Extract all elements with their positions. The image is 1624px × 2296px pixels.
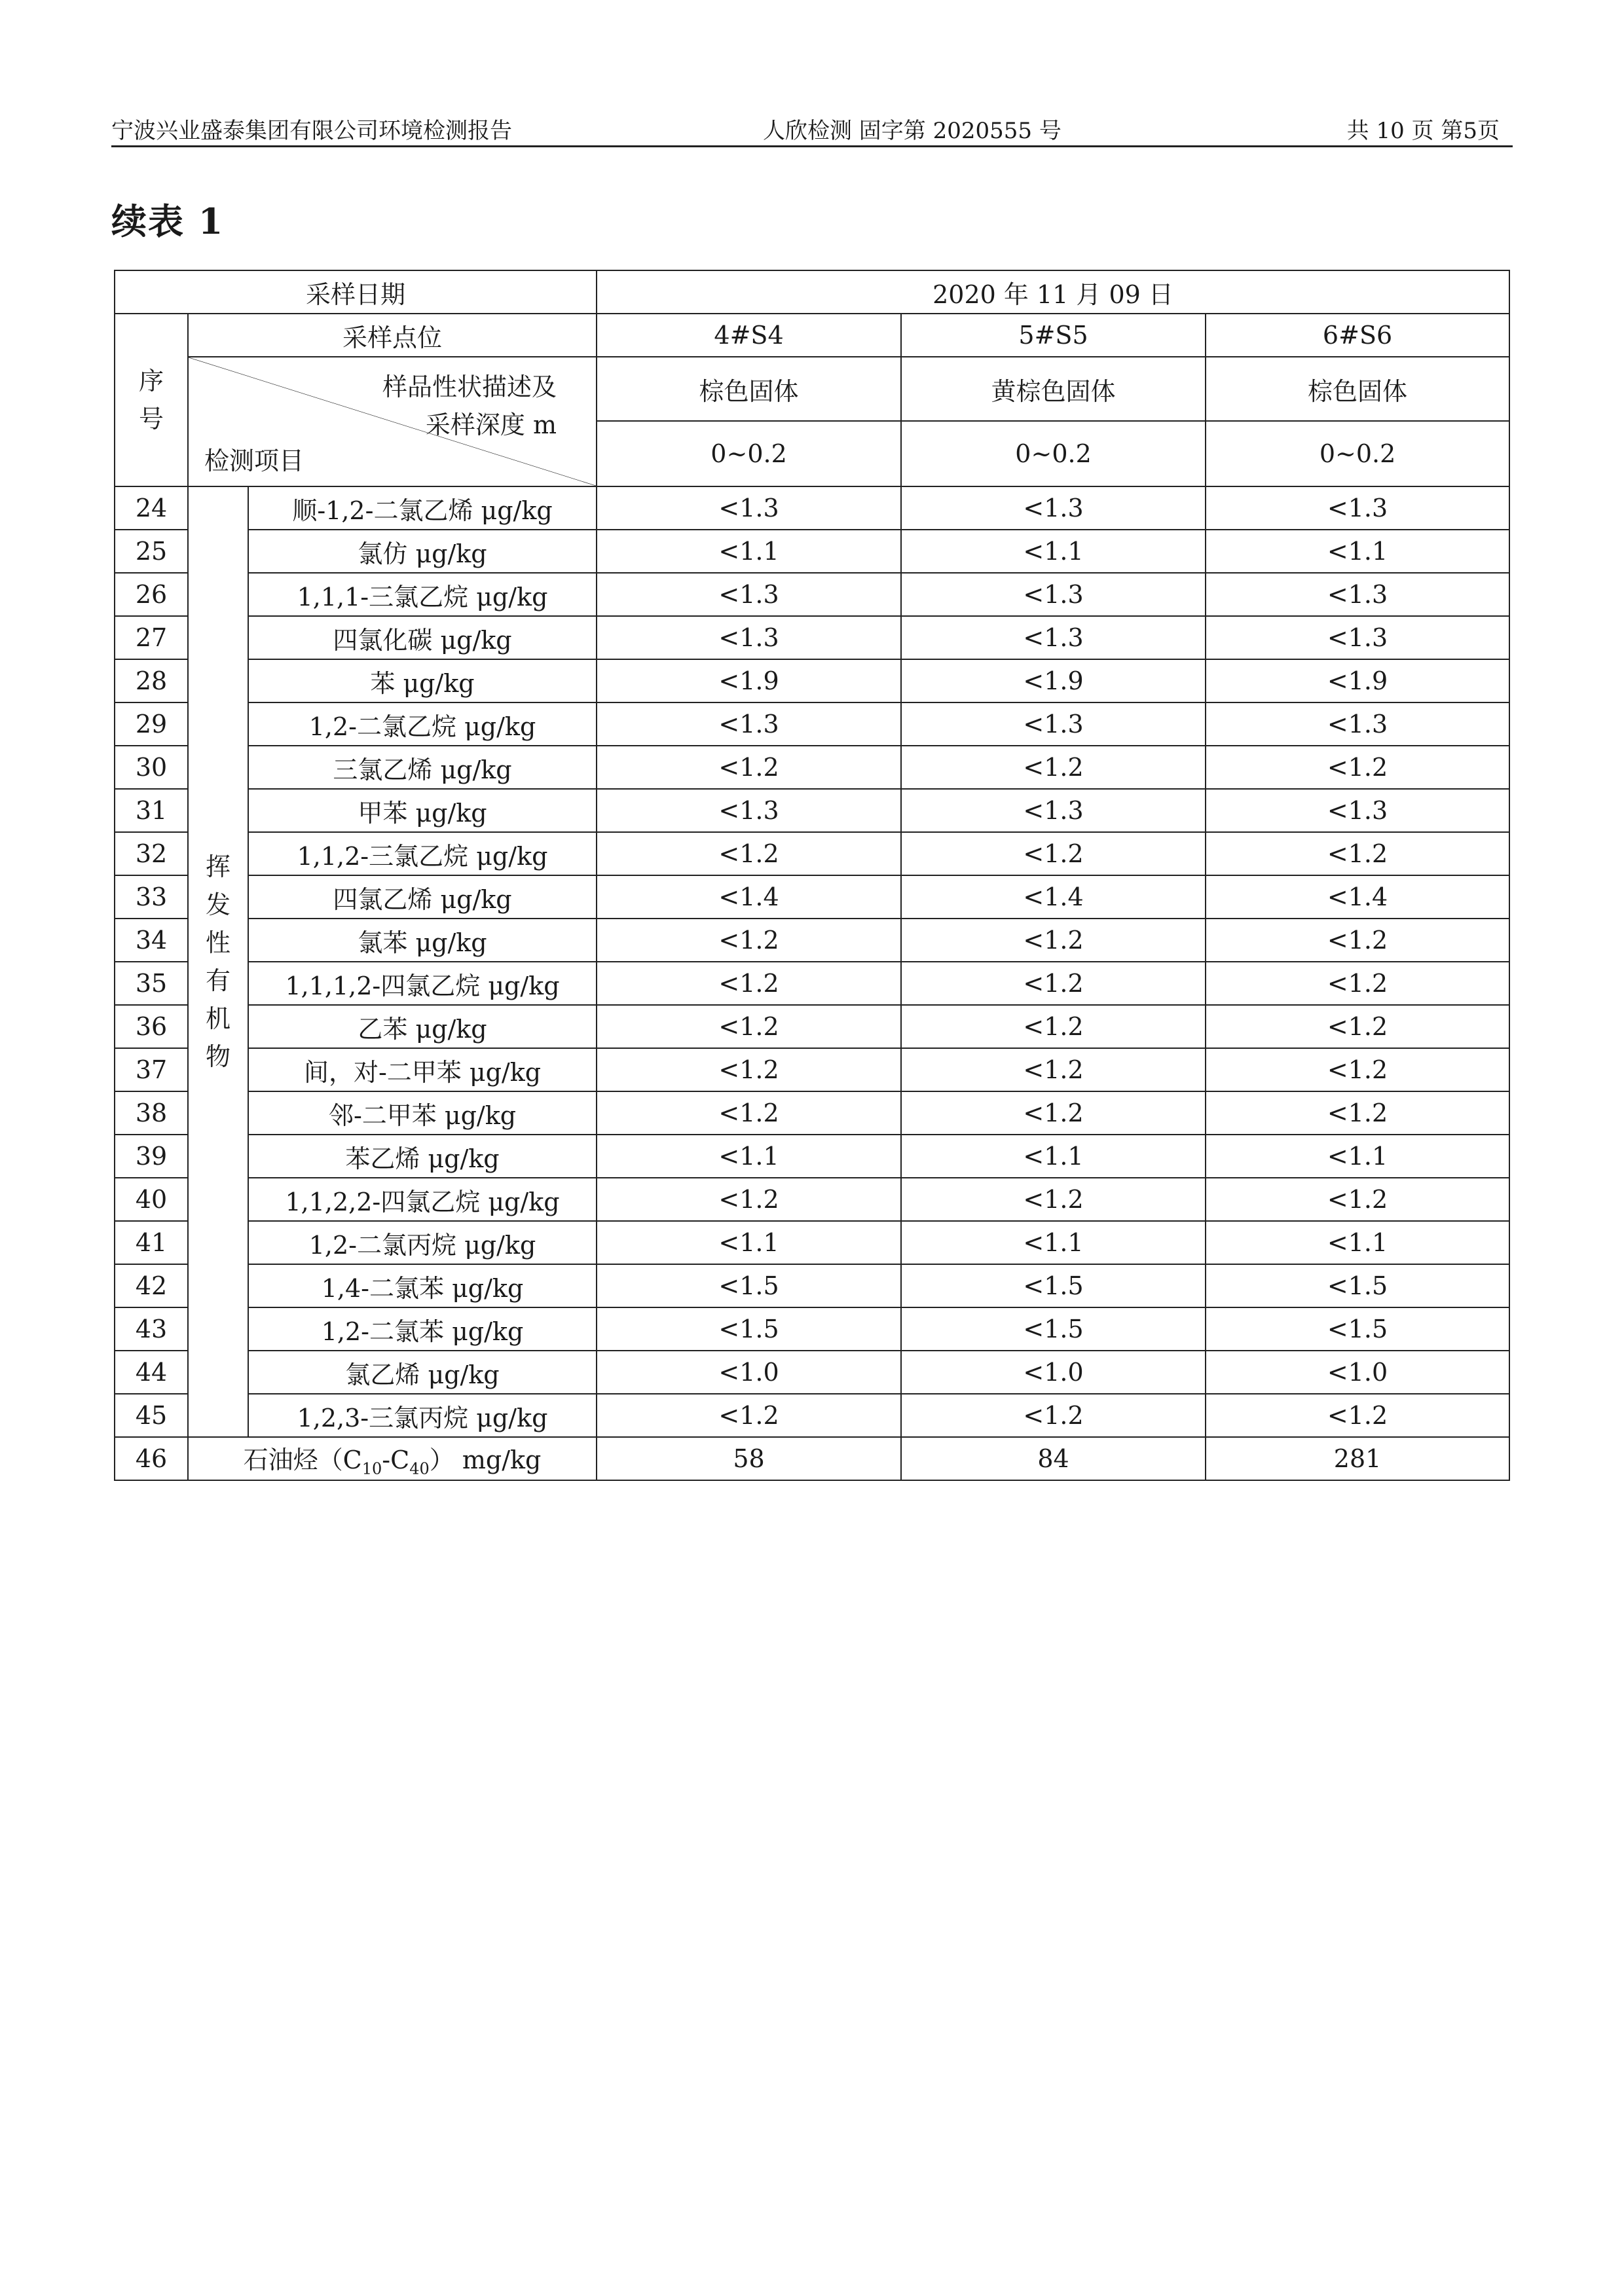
value-cell: <1.5 — [597, 1264, 901, 1307]
value-cell: <1.3 — [901, 702, 1206, 746]
value-cell: <1.3 — [901, 573, 1206, 616]
item-name: 氯乙烯 μg/kg — [248, 1351, 597, 1394]
value-cell: <1.3 — [597, 616, 901, 659]
depth-2: 0~0.2 — [901, 421, 1206, 486]
row-number: 35 — [115, 962, 188, 1005]
value-cell: <1.3 — [901, 789, 1206, 832]
value-cell: <1.1 — [901, 530, 1206, 573]
depth-1: 0~0.2 — [597, 421, 901, 486]
value-cell: <1.3 — [1206, 616, 1509, 659]
value-cell: 58 — [597, 1437, 901, 1480]
item-name: 1,2-二氯苯 μg/kg — [248, 1307, 597, 1351]
value-cell: <1.2 — [1206, 1091, 1509, 1135]
value-cell: <1.9 — [901, 659, 1206, 702]
row-number: 30 — [115, 746, 188, 789]
value-cell: <1.2 — [901, 1091, 1206, 1135]
table-row — [115, 1307, 1509, 1351]
value-cell: <1.1 — [1206, 1221, 1509, 1264]
category-label: 挥发性有机物 — [205, 852, 231, 1071]
value-cell: <1.2 — [901, 1048, 1206, 1091]
item-prefix: 石油烃（C — [243, 1445, 362, 1474]
item-name: 间，对-二甲苯 μg/kg — [248, 1048, 597, 1091]
table-row-total-petroleum — [115, 1437, 1509, 1480]
value-cell: <1.0 — [901, 1351, 1206, 1394]
value-cell: <1.0 — [597, 1351, 901, 1394]
date-label: 采样日期 — [115, 270, 597, 314]
table-row — [115, 616, 1509, 659]
row-number: 32 — [115, 832, 188, 875]
value-cell: <1.1 — [1206, 530, 1509, 573]
diagonal-header-cell — [188, 357, 597, 486]
subscript-1: 10 — [361, 1459, 382, 1478]
row-number: 36 — [115, 1005, 188, 1048]
row-number: 34 — [115, 919, 188, 962]
table-row — [115, 832, 1509, 875]
value-cell: <1.9 — [1206, 659, 1509, 702]
value-cell: <1.2 — [1206, 1394, 1509, 1437]
row-number: 44 — [115, 1351, 188, 1394]
seq-header — [115, 314, 188, 486]
item-name: 1,1,2-三氯乙烷 μg/kg — [248, 832, 597, 875]
description-1: 棕色固体 — [597, 357, 901, 421]
table-row — [115, 789, 1509, 832]
row-number: 41 — [115, 1221, 188, 1264]
item-name: 氯仿 μg/kg — [248, 530, 597, 573]
row-number: 33 — [115, 875, 188, 919]
item-name: 三氯乙烯 μg/kg — [248, 746, 597, 789]
value-cell: <1.1 — [1206, 1135, 1509, 1178]
subscript-2: 40 — [409, 1459, 430, 1478]
value-cell: <1.2 — [597, 832, 901, 875]
value-cell: <1.5 — [1206, 1307, 1509, 1351]
value-cell: <1.3 — [597, 486, 901, 530]
value-cell: <1.2 — [1206, 746, 1509, 789]
item-name: 四氯乙烯 μg/kg — [248, 875, 597, 919]
date-value: 2020 年 11 月 09 日 — [597, 270, 1509, 314]
value-cell: <1.5 — [901, 1307, 1206, 1351]
table-row — [115, 1264, 1509, 1307]
item-name: 1,1,1-三氯乙烷 μg/kg — [248, 573, 597, 616]
desc-label — [382, 368, 557, 444]
header-page-number: 共 10 页 第5页 — [1346, 118, 1500, 144]
value-cell: 84 — [901, 1437, 1206, 1480]
row-number: 46 — [115, 1437, 188, 1480]
value-cell: <1.3 — [901, 486, 1206, 530]
table-row — [115, 919, 1509, 962]
point-row — [115, 314, 1509, 357]
item-name: 苯乙烯 μg/kg — [248, 1135, 597, 1178]
item-name: 1,2-二氯乙烷 μg/kg — [248, 702, 597, 746]
row-number: 27 — [115, 616, 188, 659]
value-cell: <1.1 — [597, 530, 901, 573]
value-cell: <1.3 — [1206, 486, 1509, 530]
row-number: 39 — [115, 1135, 188, 1178]
item-name: 1,1,1,2-四氯乙烷 μg/kg — [248, 962, 597, 1005]
value-cell: <1.2 — [1206, 1048, 1509, 1091]
row-number: 29 — [115, 702, 188, 746]
value-cell: <1.2 — [597, 1091, 901, 1135]
value-cell: <1.9 — [597, 659, 901, 702]
value-cell: <1.5 — [901, 1264, 1206, 1307]
item-name: 1,4-二氯苯 μg/kg — [248, 1264, 597, 1307]
table-row — [115, 1135, 1509, 1178]
description-2: 黄棕色固体 — [901, 357, 1206, 421]
item-mid: -C — [382, 1445, 410, 1474]
point-2: 5#S5 — [901, 314, 1206, 357]
value-cell: <1.3 — [597, 573, 901, 616]
row-number: 26 — [115, 573, 188, 616]
row-number: 31 — [115, 789, 188, 832]
table-row — [115, 702, 1509, 746]
item-name: 氯苯 μg/kg — [248, 919, 597, 962]
value-cell: <1.2 — [901, 1005, 1206, 1048]
value-cell: <1.1 — [597, 1221, 901, 1264]
value-cell: <1.1 — [901, 1221, 1206, 1264]
item-name: 顺-1,2-二氯乙烯 μg/kg — [248, 486, 597, 530]
header-divider — [111, 145, 1513, 147]
value-cell: <1.2 — [597, 919, 901, 962]
item-name: 邻-二甲苯 μg/kg — [248, 1091, 597, 1135]
value-cell: <1.2 — [901, 1394, 1206, 1437]
value-cell: <1.5 — [597, 1307, 901, 1351]
category-cell — [188, 486, 248, 1437]
value-cell: <1.2 — [901, 919, 1206, 962]
row-number: 28 — [115, 659, 188, 702]
value-cell: <1.4 — [901, 875, 1206, 919]
value-cell: <1.2 — [1206, 832, 1509, 875]
header-report-number: 人欣检测 固字第 2020555 号 — [763, 118, 1061, 144]
value-cell: <1.2 — [1206, 962, 1509, 1005]
row-number: 40 — [115, 1178, 188, 1221]
value-cell: <1.2 — [597, 746, 901, 789]
row-number: 42 — [115, 1264, 188, 1307]
table-row — [115, 1221, 1509, 1264]
row-number: 43 — [115, 1307, 188, 1351]
value-cell: <1.2 — [597, 962, 901, 1005]
value-cell: <1.3 — [901, 616, 1206, 659]
table-row — [115, 659, 1509, 702]
value-cell: 281 — [1206, 1437, 1509, 1480]
value-cell: <1.3 — [1206, 789, 1509, 832]
date-row — [115, 270, 1509, 314]
value-cell: <1.4 — [597, 875, 901, 919]
header-company: 宁波兴业盛泰集团有限公司环境检测报告 — [111, 118, 512, 144]
value-cell: <1.2 — [1206, 919, 1509, 962]
point-3: 6#S6 — [1206, 314, 1509, 357]
table-row — [115, 746, 1509, 789]
value-cell: <1.1 — [597, 1135, 901, 1178]
point-1: 4#S4 — [597, 314, 901, 357]
value-cell: <1.2 — [901, 1178, 1206, 1221]
seq-label: 序号 — [138, 367, 164, 433]
desc-label-line2: 采样深度 m — [425, 410, 557, 439]
item-name: 1,1,2,2-四氯乙烷 μg/kg — [248, 1178, 597, 1221]
table-row — [115, 573, 1509, 616]
value-cell: <1.2 — [901, 962, 1206, 1005]
row-number: 25 — [115, 530, 188, 573]
item-suffix: ） mg/kg — [429, 1445, 542, 1474]
value-cell: <1.1 — [901, 1135, 1206, 1178]
value-cell: <1.2 — [597, 1178, 901, 1221]
desc-label-line1: 样品性状描述及 — [382, 373, 557, 401]
value-cell: <1.2 — [901, 746, 1206, 789]
row-number: 37 — [115, 1048, 188, 1091]
item-name: 四氯化碳 μg/kg — [248, 616, 597, 659]
row-number: 45 — [115, 1394, 188, 1437]
value-cell: <1.3 — [1206, 573, 1509, 616]
value-cell: <1.2 — [1206, 1005, 1509, 1048]
table-row — [115, 486, 1509, 530]
table-row — [115, 1351, 1509, 1394]
description-row — [115, 357, 1509, 421]
value-cell: <1.4 — [1206, 875, 1509, 919]
table-row — [115, 530, 1509, 573]
value-cell: <1.3 — [597, 702, 901, 746]
value-cell: <1.2 — [901, 832, 1206, 875]
results-table — [114, 270, 1510, 1481]
value-cell: <1.5 — [1206, 1264, 1509, 1307]
value-cell: <1.3 — [597, 789, 901, 832]
table-row — [115, 962, 1509, 1005]
section-title: 续表 1 — [111, 200, 225, 242]
point-label: 采样点位 — [188, 314, 597, 357]
value-cell: <1.2 — [597, 1005, 901, 1048]
value-cell: <1.3 — [1206, 702, 1509, 746]
table-row — [115, 1394, 1509, 1437]
table-row — [115, 1091, 1509, 1135]
value-cell: <1.2 — [597, 1048, 901, 1091]
value-cell: <1.2 — [597, 1394, 901, 1437]
table-row — [115, 875, 1509, 919]
item-name-petroleum — [188, 1437, 597, 1480]
table-row — [115, 1178, 1509, 1221]
item-name: 乙苯 μg/kg — [248, 1005, 597, 1048]
description-3: 棕色固体 — [1206, 357, 1509, 421]
item-name: 甲苯 μg/kg — [248, 789, 597, 832]
page-header — [111, 117, 1513, 145]
row-number: 38 — [115, 1091, 188, 1135]
value-cell: <1.0 — [1206, 1351, 1509, 1394]
item-name: 苯 μg/kg — [248, 659, 597, 702]
item-name: 1,2,3-三氯丙烷 μg/kg — [248, 1394, 597, 1437]
row-number: 24 — [115, 486, 188, 530]
table-row — [115, 1005, 1509, 1048]
table-row — [115, 1048, 1509, 1091]
item-label: 检测项目 — [204, 446, 304, 475]
item-name: 1,2-二氯丙烷 μg/kg — [248, 1221, 597, 1264]
value-cell: <1.2 — [1206, 1178, 1509, 1221]
depth-3: 0~0.2 — [1206, 421, 1509, 486]
